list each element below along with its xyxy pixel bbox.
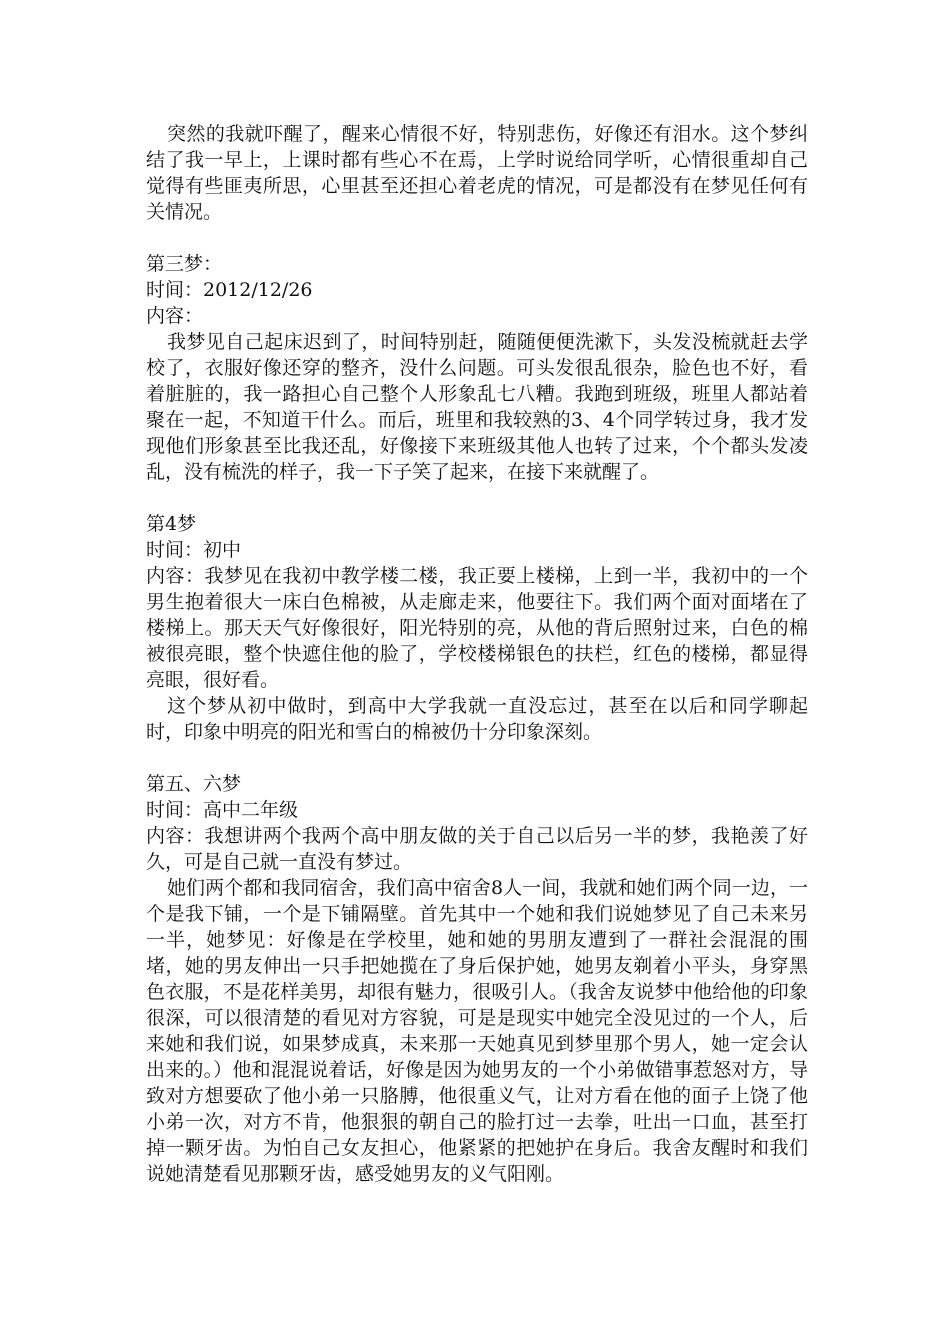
dream-three-time: 时间：2012/12/26 <box>146 279 313 301</box>
dream-four-section <box>146 511 808 745</box>
spacer <box>146 485 808 511</box>
dream-five-six-time: 时间：高中二年级 <box>146 799 299 821</box>
dream-three-paragraph: 我梦见自己起床迟到了，时间特别赶，随随便便洗漱下，头发没梳就赶去学校了，衣服好像还穿的整齐，没什么问题。可头发很乱很杂，脸色也不好，看着脏脏的，我一路担心自己整个人形象乱七八糟。我跑到班级，班里人都站着聚在一起，不知道干什么。而后，班里和我较熟的3、4个同学转过身，我才发现他们形象甚至比我还乱，好像接下来班级其他人也转了过来，个个都头发凌乱，没有梳洗的样子，我一下子笑了起来，在接下来就醒了。 <box>146 331 808 483</box>
dream-five-six-paragraph: 她们两个都和我同宿舍，我们高中宿舍8人一间，我就和她们两个同一边，一个是我下铺，一个是下铺隔壁。首先其中一个她和我们说她梦见了自己未来另一半，她梦见：好像是在学校里，她和她的男朋友遭到了一群社会混混的围堵，她的男友伸出一只手把她揽在了身后保护她，她男友剃着小平头，身穿黑色衣服，不是花样美男，却很有魅力，很吸引人。（我舍友说梦中他给他的印象很深，可以很清楚的看见对方容貌，可是是现实中她完全没见过的一个人，后来她和我们说，如果梦成真，未来那一天她真见到梦里那个男人，她一定会认出来的。）他和混混说着话，好像是因为她男友的一个小弟做错事惹怒对方，导致对方想要砍了他小弟一只胳膊，他很重义气，让对方看在他的面子上饶了他小弟一次，对方不肯，他狠狠的朝自己的脸打过一去拳，吐出一口血，甚至打掉一颗牙齿。为怕自己女友担心，他紧紧的把她护在身后。我舍友醒时和我们说她清楚看见那颗牙齿，感受她男友的义气阳刚。 <box>146 877 808 1185</box>
dream-four-paragraph: 这个梦从初中做时，到高中大学我就一直没忘过，甚至在以后和同学聊起时，印象中明亮的阳光和雪白的棉被仍十分印象深刻。 <box>146 695 808 743</box>
intro-paragraph: 突然的我就吓醒了，醒来心情很不好，特别悲伤，好像还有泪水。这个梦纠结了我一早上，上课时都有些心不在焉，上学时说给同学听，心情很重却自己觉得有些匪夷所思，心里甚至还担心着老虎的情况，可是都没有在梦见任何有关情况。 <box>146 123 808 223</box>
spacer <box>146 745 808 771</box>
dream-three-section <box>146 251 808 485</box>
dream-three-content-label: 内容： <box>146 305 204 327</box>
spacer <box>146 225 808 251</box>
dream-four-time: 时间：初中 <box>146 539 242 561</box>
dream-four-content: 内容：我梦见在我初中教学楼二楼，我正要上楼梯，上到一半，我初中的一个男生抱着很大一床白色棉被，从走廊走来，他要往下。我们两个面对面堵在了楼梯上。那天天气好像很好，阳光特别的亮，从他的背后照射过来，白色的棉被很亮眼，整个快遮住他的脸了，学校楼梯银色的扶栏，红色的楼梯，都显得亮眼，很好看。 <box>146 565 808 691</box>
dream-three-heading: 第三梦： <box>146 253 223 275</box>
dream-five-six-heading: 第五、六梦 <box>146 773 242 795</box>
dream-five-six-content: 内容：我想讲两个我两个高中朋友做的关于自己以后另一半的梦，我艳羡了好久，可是自己就一直没有梦过。 <box>146 825 808 873</box>
dream-five-six-section <box>146 771 808 1187</box>
dream-four-heading: 第4梦 <box>146 513 197 535</box>
document-page <box>146 121 808 1187</box>
